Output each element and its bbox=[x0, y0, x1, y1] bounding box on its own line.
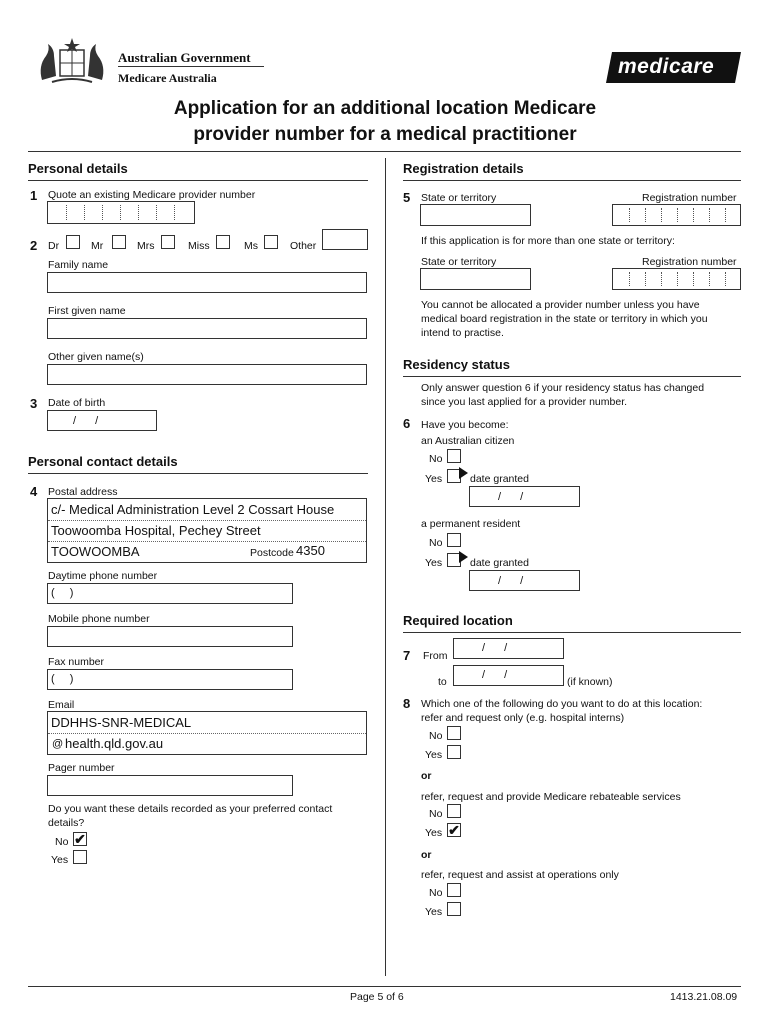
q8-number: 8 bbox=[403, 696, 411, 711]
section-personal-details: Personal details bbox=[28, 161, 128, 176]
registration-number-label-2: Registration number bbox=[642, 256, 737, 268]
state-field[interactable] bbox=[420, 204, 531, 226]
coat-of-arms-logo bbox=[34, 36, 110, 88]
option-2-no-checkbox[interactable] bbox=[447, 804, 461, 818]
title-mrs-label: Mrs bbox=[137, 240, 155, 252]
mobile-phone-label: Mobile phone number bbox=[48, 613, 150, 625]
daytime-phone-value: ( ) bbox=[51, 587, 74, 599]
q3-number: 3 bbox=[30, 396, 38, 411]
to-date-field[interactable] bbox=[453, 665, 564, 686]
q5-number: 5 bbox=[403, 190, 411, 205]
postal-address-label: Postal address bbox=[48, 486, 118, 498]
title-mr-label: Mr bbox=[91, 240, 104, 252]
option-2-yes-mark: ✔ bbox=[448, 822, 460, 838]
q6-label: Have you become: bbox=[421, 419, 509, 431]
option-3-yes-checkbox[interactable] bbox=[447, 902, 461, 916]
fax-value: ( ) bbox=[51, 673, 74, 685]
state-field-2[interactable] bbox=[420, 268, 531, 290]
from-date-field[interactable] bbox=[453, 638, 564, 659]
mobile-phone-field[interactable] bbox=[47, 626, 293, 647]
preferred-yes-label: Yes bbox=[51, 854, 69, 866]
section-required-location: Required location bbox=[403, 613, 513, 628]
other-names-label: Other given name(s) bbox=[48, 351, 144, 363]
title-mrs-checkbox[interactable] bbox=[161, 235, 175, 249]
provider-number-field[interactable] bbox=[47, 201, 195, 224]
option-2-label: refer, request and provide Medicare rebateable services bbox=[421, 791, 681, 803]
registration-warning-3: intend to practise. bbox=[421, 327, 504, 339]
page-title-line-2: provider number for a medical practitioner bbox=[193, 124, 577, 145]
or-label-2: or bbox=[421, 849, 432, 861]
email-at-sign: @ bbox=[52, 738, 64, 750]
registration-number-field-2[interactable] bbox=[612, 268, 741, 290]
resident-label: a permanent resident bbox=[421, 518, 521, 530]
option-3-yes-label: Yes bbox=[425, 906, 443, 918]
q2-number: 2 bbox=[30, 238, 38, 253]
q6-number: 6 bbox=[403, 416, 411, 431]
pager-field[interactable] bbox=[47, 775, 293, 796]
resident-yes-label: Yes bbox=[425, 557, 443, 569]
state-label: State or territory bbox=[421, 192, 497, 204]
daytime-phone-field[interactable] bbox=[47, 583, 293, 604]
dob-label: Date of birth bbox=[48, 397, 106, 409]
resident-no-checkbox[interactable] bbox=[447, 533, 461, 547]
registration-number-field[interactable] bbox=[612, 204, 741, 226]
from-label: From bbox=[423, 650, 448, 662]
postal-address-field[interactable] bbox=[47, 498, 367, 563]
section-residency-status: Residency status bbox=[403, 357, 510, 372]
citizen-date-value: / / bbox=[498, 491, 524, 503]
page-number: Page 5 of 6 bbox=[350, 991, 404, 1003]
q8-label: Which one of the following do you want to do at this location: bbox=[421, 698, 703, 710]
citizen-date-field[interactable] bbox=[469, 486, 580, 507]
page-title-line-1: Application for an additional location Medicare bbox=[173, 98, 597, 119]
daytime-phone-label: Daytime phone number bbox=[48, 570, 158, 582]
q1-label: Quote an existing Medicare provider number bbox=[48, 189, 256, 201]
resident-date-granted-label: date granted bbox=[470, 557, 529, 569]
section-registration-details: Registration details bbox=[403, 161, 524, 176]
postcode-value: 4350 bbox=[296, 543, 325, 558]
residency-intro-2: since you last applied for a provider number. bbox=[421, 396, 628, 408]
other-names-field[interactable] bbox=[47, 364, 367, 385]
resident-pointer-icon bbox=[459, 551, 469, 566]
option-2-no-label: No bbox=[429, 808, 443, 820]
option-3-no-label: No bbox=[429, 887, 443, 899]
column-divider bbox=[385, 158, 386, 976]
option-1-no-checkbox[interactable] bbox=[447, 726, 461, 740]
title-other-field[interactable] bbox=[322, 229, 368, 250]
q7-number: 7 bbox=[403, 648, 411, 663]
postcode-label: Postcode bbox=[250, 547, 294, 559]
email-label: Email bbox=[48, 699, 75, 711]
citizen-pointer-icon bbox=[459, 467, 469, 482]
if-known-label: (if known) bbox=[567, 676, 613, 688]
option-2-yes-checkbox[interactable] bbox=[447, 823, 461, 837]
dob-value: / / bbox=[73, 415, 99, 427]
q4-number: 4 bbox=[30, 484, 38, 499]
medicare-logo-text: medicare bbox=[618, 55, 715, 78]
option-1-no-label: No bbox=[429, 730, 443, 742]
option-2-yes-label: Yes bbox=[425, 827, 443, 839]
title-miss-label: Miss bbox=[188, 240, 210, 252]
medicare-logo bbox=[606, 52, 741, 83]
preferred-no-checkbox[interactable] bbox=[73, 832, 87, 846]
state-label-2: State or territory bbox=[421, 256, 497, 268]
citizen-label: an Australian citizen bbox=[421, 435, 515, 447]
option-1-yes-label: Yes bbox=[425, 749, 443, 761]
title-dr-label: Dr bbox=[48, 240, 60, 252]
title-ms-label: Ms bbox=[244, 240, 258, 252]
fax-field[interactable] bbox=[47, 669, 293, 690]
title-other-label: Other bbox=[290, 240, 317, 252]
preferred-contact-question: Do you want these details recorded as your preferred contact details? bbox=[48, 803, 333, 829]
address-line-1: c/- Medical Administration Level 2 Cossart House bbox=[51, 502, 335, 517]
title-ms-checkbox[interactable] bbox=[264, 235, 278, 249]
to-label: to bbox=[438, 676, 447, 688]
citizen-no-label: No bbox=[429, 453, 443, 465]
resident-date-value: / / bbox=[498, 575, 524, 587]
title-mr-checkbox[interactable] bbox=[112, 235, 126, 249]
from-date-value: / / bbox=[482, 642, 508, 654]
email-line-2: health.qld.gov.au bbox=[65, 736, 164, 751]
address-line-3: TOOWOOMBA bbox=[51, 544, 140, 559]
option-3-label: refer, request and assist at operations only bbox=[421, 869, 619, 881]
option-1-label: refer and request only (e.g. hospital interns) bbox=[421, 712, 625, 724]
residency-intro-1: Only answer question 6 if your residency status has changed bbox=[421, 382, 705, 394]
gov-line-2: Medicare Australia bbox=[118, 71, 217, 85]
gov-line-1: Australian Government bbox=[118, 50, 251, 65]
or-label-1: or bbox=[421, 770, 432, 782]
preferred-no-mark: ✔ bbox=[74, 831, 86, 847]
title-dr-checkbox[interactable] bbox=[66, 235, 80, 249]
dob-field[interactable] bbox=[47, 410, 157, 431]
registration-warning-1: You cannot be allocated a provider number unless you have bbox=[421, 299, 700, 311]
to-date-value: / / bbox=[482, 669, 508, 681]
section-contact-details: Personal contact details bbox=[28, 454, 178, 469]
citizen-yes-label: Yes bbox=[425, 473, 443, 485]
registration-number-label: Registration number bbox=[642, 192, 737, 204]
multi-state-note: If this application is for more than one state or territory: bbox=[421, 235, 675, 247]
first-name-field[interactable] bbox=[47, 318, 367, 339]
email-line-1: DDHHS-SNR-MEDICAL bbox=[51, 715, 192, 730]
family-name-label: Family name bbox=[48, 259, 109, 271]
fax-label: Fax number bbox=[48, 656, 105, 668]
pager-label: Pager number bbox=[48, 762, 115, 774]
first-name-label: First given name bbox=[48, 305, 126, 317]
option-3-no-checkbox[interactable] bbox=[447, 883, 461, 897]
address-line-2: Toowoomba Hospital, Pechey Street bbox=[51, 523, 261, 538]
citizen-no-checkbox[interactable] bbox=[447, 449, 461, 463]
preferred-no-label: No bbox=[55, 836, 69, 848]
resident-no-label: No bbox=[429, 537, 443, 549]
resident-date-field[interactable] bbox=[469, 570, 580, 591]
q1-number: 1 bbox=[30, 188, 38, 203]
citizen-date-granted-label: date granted bbox=[470, 473, 529, 485]
option-1-yes-checkbox[interactable] bbox=[447, 745, 461, 759]
form-code: 1413.21.08.09 bbox=[670, 991, 738, 1003]
registration-warning-2: medical board registration in the state or territory in which you bbox=[421, 313, 708, 325]
preferred-yes-checkbox[interactable] bbox=[73, 850, 87, 864]
email-field[interactable] bbox=[47, 711, 367, 755]
title-miss-checkbox[interactable] bbox=[216, 235, 230, 249]
family-name-field[interactable] bbox=[47, 272, 367, 293]
